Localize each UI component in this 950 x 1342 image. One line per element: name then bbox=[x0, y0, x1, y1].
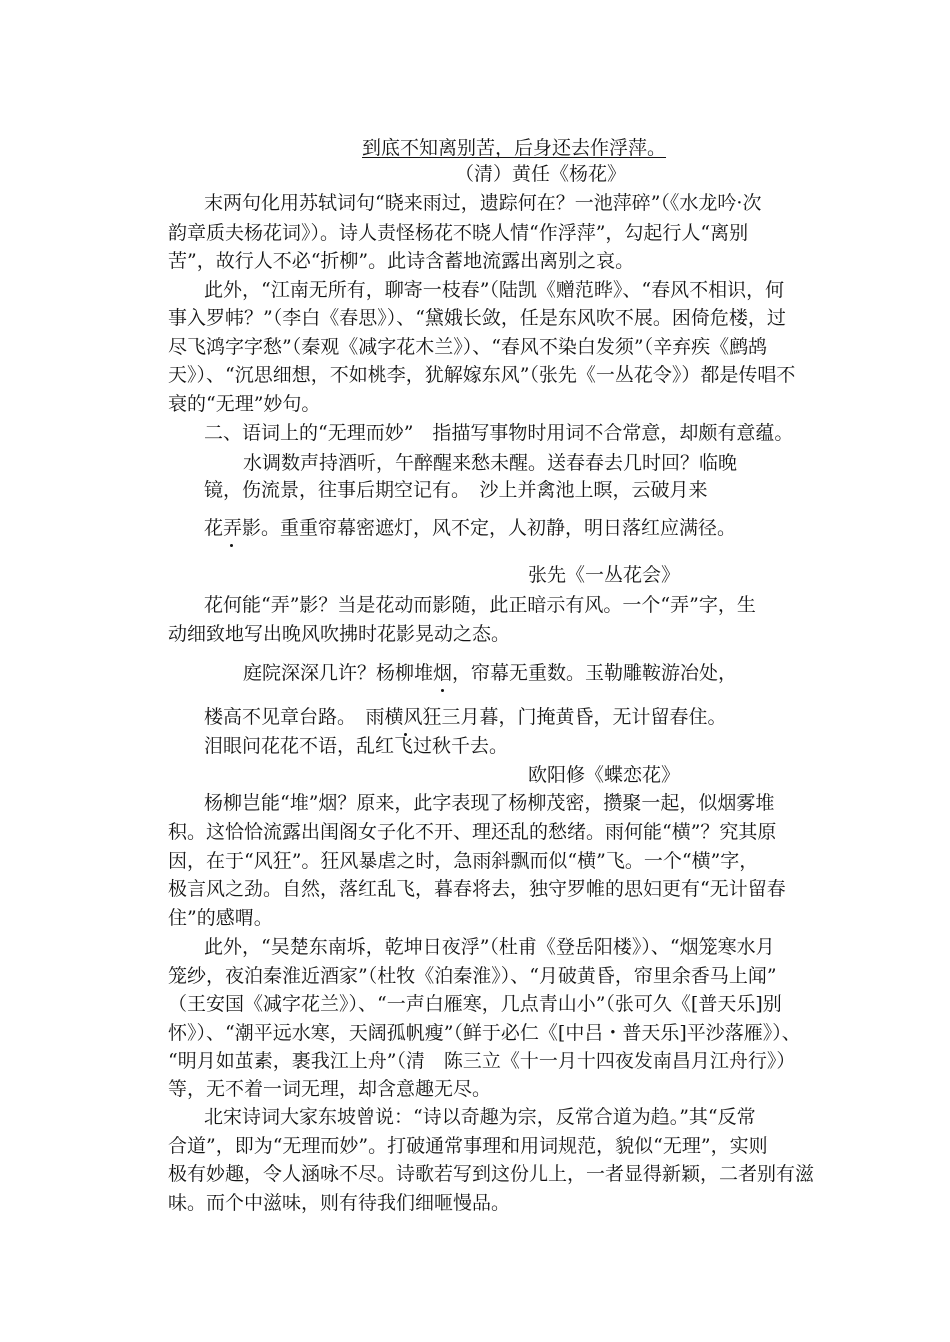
paragraph-line: 味。而个中滋味，则有待我们细咂慢品。 bbox=[168, 1192, 511, 1214]
paragraph-line: 事入罗帏？”（李白《春思》）、“黛娥长敛，任是东风吹不展。困倚危楼，过 bbox=[168, 307, 786, 329]
paragraph-line: 动细致地写出晚风吹拂时花影晃动之态。 bbox=[168, 623, 511, 645]
paragraph-line: 天》）、“沉思细想，不如桃李，犹解嫁东风”（张先《一丛花令》）都是传唱不 bbox=[168, 364, 796, 386]
paragraph-line: 苦”，故行人不必“折柳”。此诗含蓄地流露出离别之哀。 bbox=[168, 250, 635, 272]
poem-line: 楼高不见章台路。 雨横风狂三月暮，门掩黄昏，无计留春住。 bbox=[204, 706, 727, 728]
paragraph-line: 怀》）、“潮平远水寒，天阔孤帆瘦”（鲜于必仁《[中吕・普天乐]平沙落雁》）、 bbox=[168, 1022, 801, 1044]
paragraph-line: 住”的感喟。 bbox=[168, 907, 273, 929]
paragraph-line: 合道”，即为“无理而妙”。打破通常事理和用词规范，貌似“无理”，实则 bbox=[168, 1135, 768, 1157]
emphasis-dot bbox=[230, 544, 233, 547]
paragraph-line: 尽飞鸿字字愁”（秦观《减字花木兰》）、“春风不染白发须”（辛弃疾《鹧鸪 bbox=[168, 336, 768, 358]
paragraph-line: 北宋诗词大家东坡曾说：“诗以奇趣为宗，反常合道为趋。”其“反常 bbox=[204, 1106, 756, 1128]
paragraph-line: 积。这恰恰流露出闺阁女子化不开、理还乱的愁绪。雨何能“横”？究其原 bbox=[168, 821, 777, 843]
poem-line: 花弄影。重重帘幕密遮灯，风不定，人初静，明日落红应满径。 bbox=[204, 517, 737, 539]
paragraph-line: 极有妙趣，令人涵咏不尽。诗歌若写到这份儿上，一者显得新颖，二者别有滋 bbox=[168, 1163, 815, 1185]
poem-line: 镜，伤流景，往事后期空记有。 沙上并禽池上暝，云破月来 bbox=[204, 479, 708, 501]
paragraph-line: 杨柳岂能“堆”烟？原来，此字表现了杨柳茂密，攒聚一起，似烟雾堆 bbox=[204, 792, 775, 814]
emphasis-dot bbox=[441, 689, 444, 692]
paragraph-line: 花何能“弄”影？当是花动而影随，此正暗示有风。一个“弄”字，生 bbox=[204, 594, 756, 616]
verse-line: 到底不知离别苦，后身还去作浮萍。 bbox=[362, 137, 667, 159]
poem-attribution: 欧阳修《蝶恋花》 bbox=[528, 764, 681, 786]
poem-attribution: 张先《一丛花会》 bbox=[528, 564, 681, 586]
poem-line: 庭院深深几许？杨柳堆烟，帘幕无重数。玉勒雕鞍游冶处， bbox=[243, 662, 738, 684]
paragraph-line: （王安国《减字花兰》）、“一声白雁寒，几点青山小”（张可久《[普天乐]别 bbox=[168, 993, 782, 1015]
poem-line: 泪眼问花花不语，乱红飞过秋千去。 bbox=[204, 735, 509, 757]
paragraph-line: 此外，“吴楚东南坼，乾坤日夜浮”（杜甫《登岳阳楼》）、“烟笼寒水月 bbox=[204, 936, 775, 958]
paragraph-line: “明月如茧素，裹我江上舟”（清 陈三立《十一月十四夜发南昌月江舟行》） bbox=[168, 1050, 796, 1072]
poem-line: 水调数声持酒听，午醉醒来愁未醒。送春春去几时回？临晚 bbox=[243, 452, 738, 474]
paragraph-line: 衰的“无理”妙句。 bbox=[168, 393, 321, 415]
paragraph-line: 韵章质夫杨花词》）。诗人责怪杨花不晓人情“作浮萍”，勾起行人“离别 bbox=[168, 222, 749, 244]
paragraph-line: 笼纱，夜泊秦淮近酒家”（杜牧《泊秦淮》）、“月破黄昏，帘里余香马上闻” bbox=[168, 965, 777, 987]
paragraph-line: 极言风之劲。自然，落红乱飞，暮春将去，独守罗帷的思妇更有“无计留春 bbox=[168, 878, 786, 900]
paragraph-line: 等，无不着一词无理，却含意趣无尽。 bbox=[168, 1078, 492, 1100]
section-heading: 二、语词上的“无理而妙” 指描写事物时用词不合常意，却颇有意蕴。 bbox=[204, 422, 794, 444]
verse-attribution: （清）黄任《杨花》 bbox=[455, 163, 627, 185]
paragraph-line: 因，在于“风狂”。狂风暴虐之时，急雨斜飘而似“横”飞。一个“横”字， bbox=[168, 850, 759, 872]
paragraph-line: 末两句化用苏轼词句“晓来雨过，遗踪何在？一池萍碎”（《水龙吟·次 bbox=[204, 192, 762, 214]
paragraph-line: 此外，“江南无所有，聊寄一枝春”（陆凯《赠范晔》、“春风不相识，何 bbox=[204, 279, 785, 301]
